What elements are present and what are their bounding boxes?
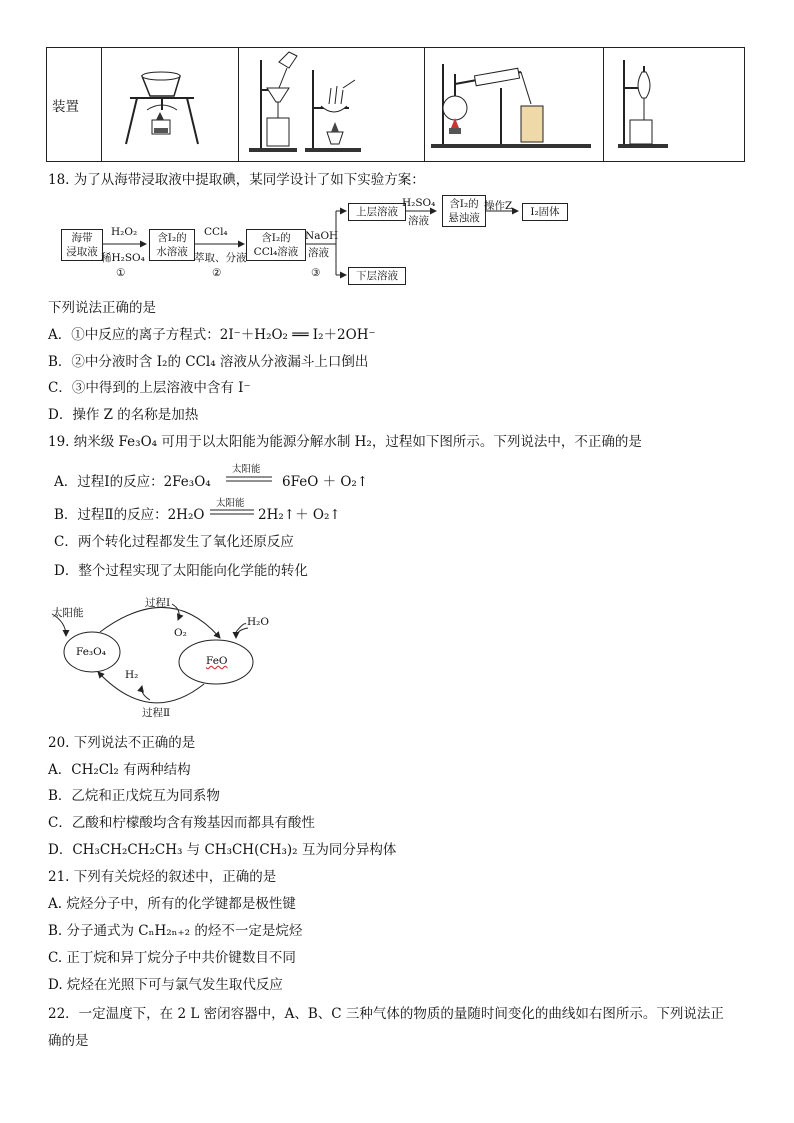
reagent2-top: CCl₄ bbox=[204, 226, 228, 238]
apparatus-crucible bbox=[102, 48, 239, 162]
step3-marker: ③ bbox=[311, 267, 321, 279]
q20-option-a: A．CH₂Cl₂ 有两种结构 bbox=[48, 762, 191, 778]
apparatus-filtration-evaporation bbox=[239, 48, 425, 162]
cycle-h2-label: H₂ bbox=[125, 669, 139, 681]
reagent4-bottom: 溶液 bbox=[408, 215, 429, 227]
q19-option-b-condition: 太阳能 bbox=[216, 498, 245, 509]
q18-option-a: A．①中反应的离子方程式：2I⁻＋H₂O₂ ══ I₂＋2OH⁻ bbox=[48, 327, 376, 343]
q21-option-b: B. 分子通式为 CₙH₂ₙ₊₂ 的烃不一定是烷烃 bbox=[48, 923, 303, 939]
step1-marker: ① bbox=[116, 267, 126, 279]
q19-option-c: C．两个转化过程都发生了氧化还原反应 bbox=[54, 534, 294, 550]
flow-box3 bbox=[246, 229, 306, 261]
operation-z-label: 操作Z bbox=[484, 200, 513, 212]
q18-stem: 18. 为了从海带浸取液中提取碘，某同学设计了如下实验方案： bbox=[48, 172, 425, 188]
q19-option-a-suffix: 6FeO ＋ O₂↑ bbox=[282, 474, 369, 490]
cycle-feo-label: FeO bbox=[206, 655, 228, 667]
cycle-process1-label: 过程Ⅰ bbox=[145, 597, 171, 609]
q20-option-b: B．乙烷和正戊烷互为同系物 bbox=[48, 788, 220, 804]
cycle-o2-label: O₂ bbox=[174, 627, 187, 639]
q19-option-a-prefix: A．过程Ⅰ的反应：2Fe₃O₄ bbox=[54, 474, 211, 490]
flow-box5-line1: 含I₂的 bbox=[449, 198, 479, 210]
q21-option-a: A. 烷烃分子中，所有的化学键都是极性键 bbox=[48, 896, 296, 912]
flow-box3-line2: CCl₄溶液 bbox=[253, 246, 299, 258]
flow-box3-line1: 含I₂的 bbox=[261, 232, 291, 244]
q21-stem: 21. 下列有关烷烃的叙述中，正确的是 bbox=[48, 869, 277, 885]
q19-option-a-condition: 太阳能 bbox=[232, 464, 261, 475]
q18-prompt: 下列说法正确的是 bbox=[48, 300, 156, 316]
q22-stem-line2: 确的是 bbox=[48, 1033, 89, 1049]
filter-evaporate-image bbox=[239, 48, 424, 157]
distillation-image bbox=[425, 48, 603, 157]
q18-option-c: C．③中得到的上层溶液中含有 I⁻ bbox=[48, 380, 251, 396]
flow-box5 bbox=[442, 195, 486, 227]
reagent3-top: NaOH bbox=[305, 230, 339, 242]
q20-option-d: D．CH₃CH₂CH₂CH₃ 与 CH₃CH(CH₃)₂ 互为同分异构体 bbox=[48, 842, 397, 858]
reagent3-bottom: 溶液 bbox=[308, 247, 329, 259]
reagent1-bottom: 稀H₂SO₄ bbox=[101, 252, 145, 264]
q20-stem: 20. 下列说法不正确的是 bbox=[48, 735, 196, 751]
q19-option-b-equals bbox=[210, 509, 254, 515]
reagent4-top: H₂SO₄ bbox=[402, 197, 436, 209]
separatory-funnel-image bbox=[604, 48, 744, 157]
flow-upper-box: 上层溶液 bbox=[348, 203, 406, 221]
step2-marker: ② bbox=[212, 267, 222, 279]
q19-option-d: D．整个过程实现了太阳能向化学能的转化 bbox=[54, 563, 308, 579]
q20-option-c: C．乙酸和柠檬酸均含有羧基因而都具有酸性 bbox=[48, 815, 315, 831]
flow-start-line2: 浸取液 bbox=[66, 246, 98, 258]
flow-box5-line2: 悬浊液 bbox=[448, 212, 480, 224]
q18-option-b: B．②中分液时含 I₂的 CCl₄ 溶液从分液漏斗上口倒出 bbox=[48, 354, 369, 370]
flow-start-box bbox=[61, 229, 103, 261]
cycle-sun-label: 太阳能 bbox=[52, 607, 84, 619]
q22-stem-line1: 22．一定温度下，在 2 L 密闭容器中，A、B、C 三种气体的物质的量随时间变化的曲线如右图所示。下列说法正 bbox=[48, 1006, 724, 1022]
reagent2-bottom: 萃取、分液 bbox=[194, 252, 247, 264]
flow-final-box: I₂固体 bbox=[522, 203, 568, 221]
apparatus-table bbox=[46, 47, 745, 162]
crucible-tripod-image bbox=[102, 48, 238, 157]
reagent1-top: H₂O₂ bbox=[111, 226, 138, 238]
q18-option-d: D．操作 Z 的名称是加热 bbox=[48, 407, 199, 423]
flow-start-line1: 海带 bbox=[71, 232, 93, 244]
q21-option-d: D. 烷烃在光照下可与氯气发生取代反应 bbox=[48, 977, 283, 993]
flow-box2-line1: 含I₂的 bbox=[157, 232, 187, 244]
cycle-process2-label: 过程Ⅱ bbox=[142, 707, 171, 719]
q21-option-c: C. 正丁烷和异丁烷分子中共价键数目不同 bbox=[48, 950, 296, 966]
q19-option-b-suffix: 2H₂↑＋ O₂↑ bbox=[258, 507, 341, 523]
flow-lower-box: 下层溶液 bbox=[348, 267, 406, 285]
flow-box2 bbox=[149, 229, 195, 261]
cycle-fe3o4-label: Fe₃O₄ bbox=[76, 646, 106, 658]
row-label: 装置 bbox=[47, 48, 102, 162]
q19-option-a-equals bbox=[226, 476, 272, 482]
q19-stem: 19. 纳米级 Fe₃O₄ 可用于以太阳能为能源分解水制 H₂，过程如下图所示。下列说法中，不正确的是 bbox=[48, 434, 642, 450]
apparatus-separatory-funnel bbox=[604, 48, 745, 162]
apparatus-distillation bbox=[425, 48, 604, 162]
q19-option-b-prefix: B．过程Ⅱ的反应：2H₂O bbox=[54, 507, 205, 523]
cycle-h2o-label: H₂O bbox=[247, 616, 269, 628]
flow-box2-line2: 水溶液 bbox=[156, 246, 188, 258]
